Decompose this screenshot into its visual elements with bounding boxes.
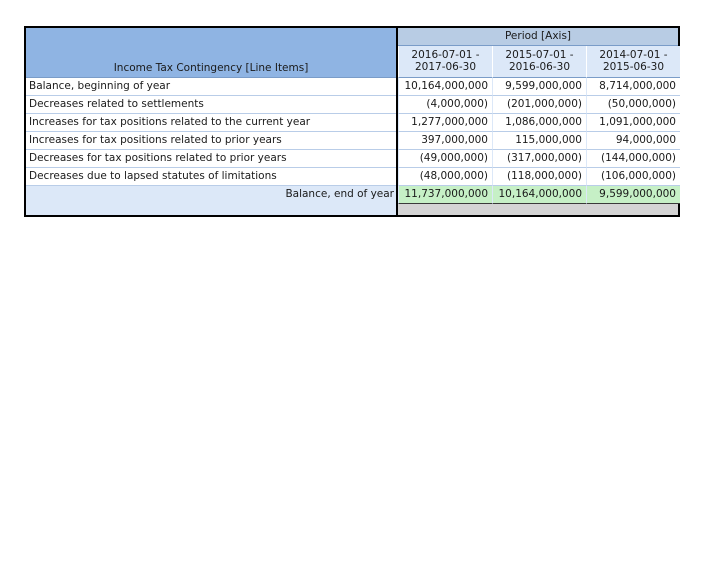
footer-divider — [586, 204, 678, 215]
total-cell: 9,599,000,000 — [586, 186, 680, 204]
row-label: Decreases related to settlements — [26, 96, 396, 114]
period-column-header — [492, 46, 586, 78]
table-cell: (50,000,000) — [586, 96, 680, 114]
footer-divider — [398, 204, 492, 215]
period-column-header — [398, 46, 492, 78]
table-cell: 94,000,000 — [586, 132, 680, 150]
period-end: 2017-06-30 — [414, 61, 477, 73]
table-cell: 397,000,000 — [398, 132, 492, 150]
table-cell: (317,000,000) — [492, 150, 586, 168]
line-items-column — [26, 28, 398, 215]
total-row-label: Balance, end of year — [26, 186, 396, 204]
table-cell: (144,000,000) — [586, 150, 680, 168]
total-cell: 10,164,000,000 — [492, 186, 586, 204]
income-tax-contingency-table — [24, 26, 680, 217]
row-label: Balance, beginning of year — [26, 78, 396, 96]
period-data-area — [398, 28, 678, 215]
table-cell: 1,277,000,000 — [398, 114, 492, 132]
table-cell: (49,000,000) — [398, 150, 492, 168]
period-start: 2016-07-01 - — [411, 49, 480, 61]
table-cell: 1,086,000,000 — [492, 114, 586, 132]
footer-divider — [492, 204, 586, 215]
table-cell: (106,000,000) — [586, 168, 680, 186]
period-end: 2016-06-30 — [508, 61, 571, 73]
period-axis-header: Period [Axis] — [398, 28, 678, 46]
row-label: Increases for tax positions related to the current year — [26, 114, 396, 132]
row-label: Decreases for tax positions related to prior years — [26, 150, 396, 168]
table-cell: 8,714,000,000 — [586, 78, 680, 96]
row-label: Decreases due to lapsed statutes of limitations — [26, 168, 396, 186]
table-cell: (4,000,000) — [398, 96, 492, 114]
table-cell: (201,000,000) — [492, 96, 586, 114]
period-start: 2014-07-01 - — [599, 49, 668, 61]
total-cell: 11,737,000,000 — [398, 186, 492, 204]
period-end: 2015-06-30 — [602, 61, 665, 73]
period-column-header — [586, 46, 680, 78]
row-label: Increases for tax positions related to prior years — [26, 132, 396, 150]
table-cell: (118,000,000) — [492, 168, 586, 186]
table-cell: 115,000,000 — [492, 132, 586, 150]
period-start: 2015-07-01 - — [505, 49, 574, 61]
line-items-header — [26, 28, 396, 78]
table-cell: 10,164,000,000 — [398, 78, 492, 96]
table-cell: (48,000,000) — [398, 168, 492, 186]
table-cell: 9,599,000,000 — [492, 78, 586, 96]
table-cell: 1,091,000,000 — [586, 114, 680, 132]
line-items-header-text: Income Tax Contingency [Line Items] — [113, 62, 309, 74]
